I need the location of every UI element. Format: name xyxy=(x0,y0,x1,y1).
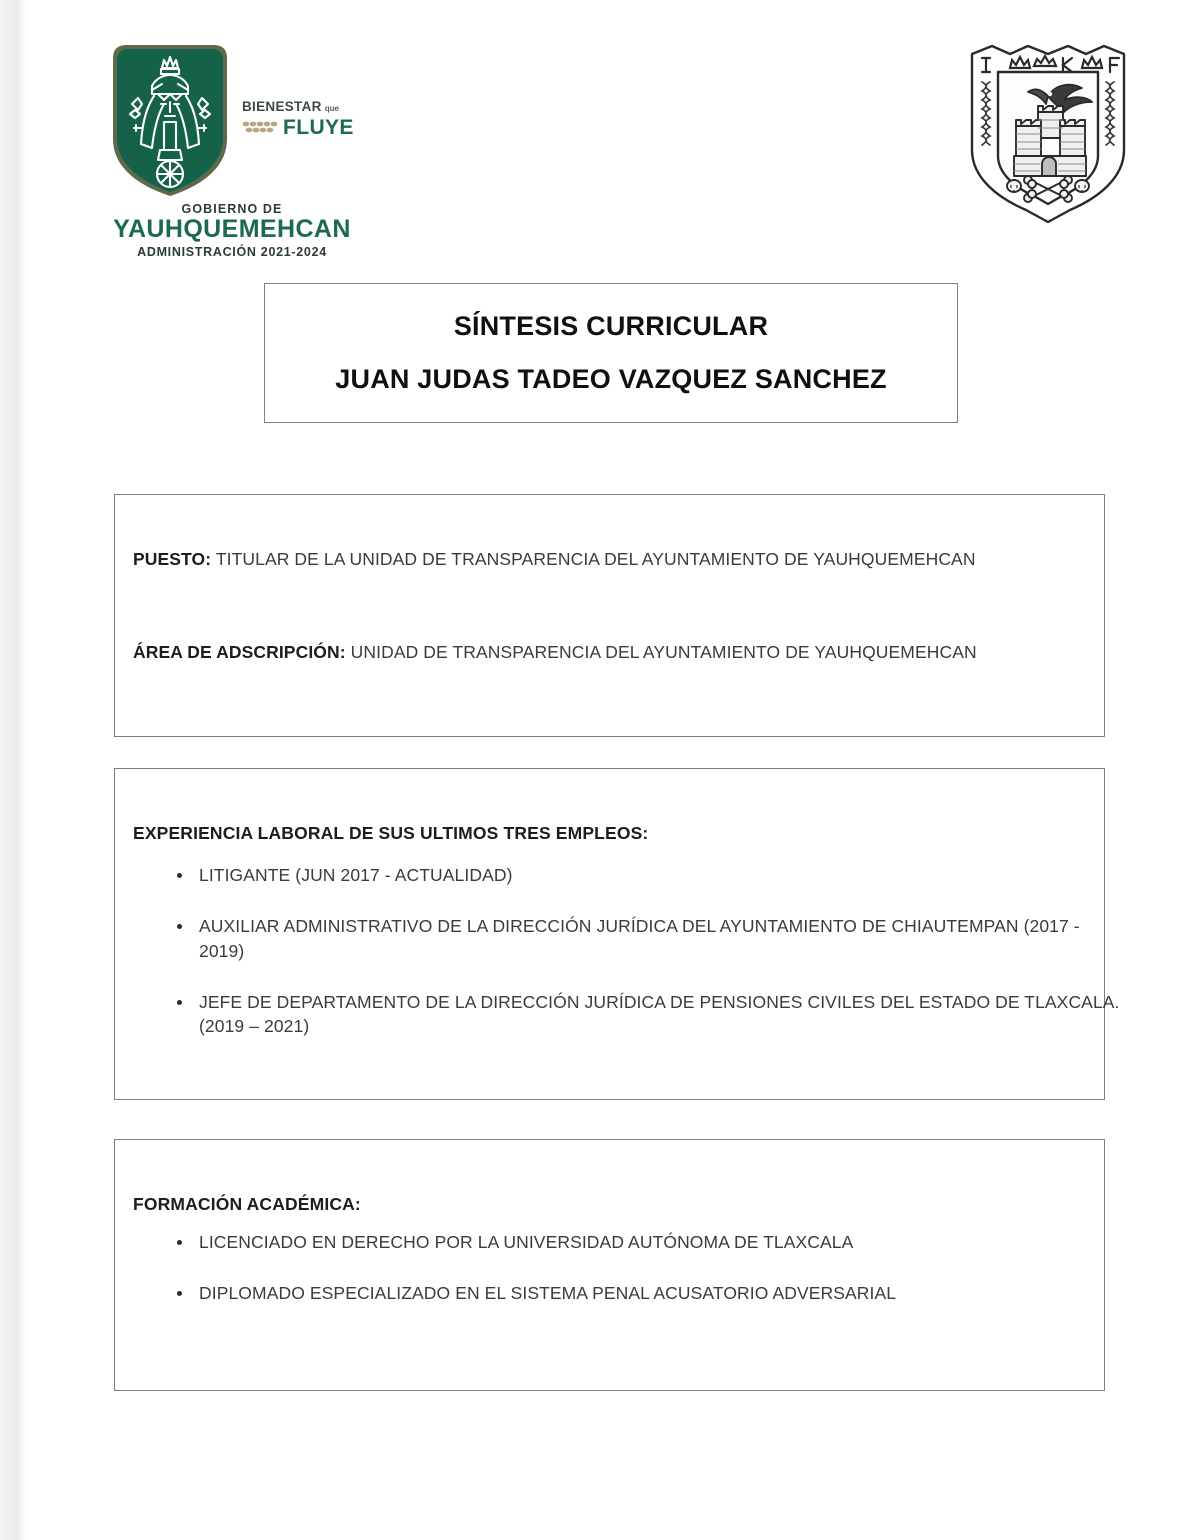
document-header xyxy=(28,0,1200,280)
tagline-que: que xyxy=(324,104,339,113)
wordmark-gobierno-de: GOBIERNO DE xyxy=(181,202,283,216)
list-item: AUXILIAR ADMINISTRATIVO DE LA DIRECCIÓN JURÍDICA DEL AYUNTAMIENTO DE CHIAUTEMPAN (2017 - 2019) xyxy=(199,914,1129,964)
woven-pattern-icon xyxy=(242,120,278,135)
title-box xyxy=(264,283,958,423)
puesto-value: TITULAR DE LA UNIDAD DE TRANSPARENCIA DEL AYUNTAMIENTO DE YAUHQUEMEHCAN xyxy=(215,549,976,569)
tagline-bienestar: BIENESTAR xyxy=(242,99,322,114)
work-experience-box xyxy=(114,768,1120,1100)
list-item: LICENCIADO EN DERECHO POR LA UNIVERSIDAD AUTÓNOMA DE TLAXCALA xyxy=(199,1230,1129,1255)
municipal-government-logo xyxy=(82,42,382,267)
puesto-label: PUESTO: xyxy=(133,549,212,569)
area-adscripcion-value: UNIDAD DE TRANSPARENCIA DEL AYUNTAMIENTO DE YAUHQUEMEHCAN xyxy=(350,642,977,662)
area-adscripcion-label: ÁREA DE ADSCRIPCIÓN: xyxy=(133,642,346,662)
experience-list xyxy=(165,863,1129,1039)
wordmark-yauhquemehcan: YAUHQUEMEHCAN xyxy=(113,215,351,244)
tagline-fluye: FLUYE xyxy=(283,115,354,139)
list-item: DIPLOMADO ESPECIALIZADO EN EL SISTEMA PENAL ACUSATORIO ADVERSARIAL xyxy=(199,1281,1129,1306)
government-wordmark xyxy=(82,202,382,260)
puesto-field xyxy=(133,547,1053,572)
experience-heading: EXPERIENCIA LABORAL DE SUS ULTIMOS TRES EMPLEOS: xyxy=(133,823,649,843)
area-adscripcion-field xyxy=(133,640,1053,665)
tlaxcala-coat-of-arms-icon xyxy=(958,38,1138,228)
education-heading: FORMACIÓN ACADÉMICA: xyxy=(133,1194,361,1214)
page-left-gutter xyxy=(0,0,28,1540)
yauhquemehcan-shield-icon xyxy=(110,42,230,197)
logo-tagline xyxy=(242,100,382,148)
education-box xyxy=(114,1139,1105,1391)
position-info-box xyxy=(114,494,1105,737)
page-title: SÍNTESIS CURRICULAR xyxy=(453,311,769,341)
list-item: LITIGANTE (JUN 2017 - ACTUALIDAD) xyxy=(199,863,1129,888)
subject-name: JUAN JUDAS TADEO VAZQUEZ SANCHEZ xyxy=(335,364,887,394)
education-list xyxy=(165,1230,1129,1306)
list-item: JEFE DE DEPARTAMENTO DE LA DIRECCIÓN JURÍDICA DE PENSIONES CIVILES DEL ESTADO DE TLAXCALA. (2019 – 2021) xyxy=(199,990,1129,1040)
wordmark-administracion: ADMINISTRACIÓN 2021-2024 xyxy=(137,244,327,259)
